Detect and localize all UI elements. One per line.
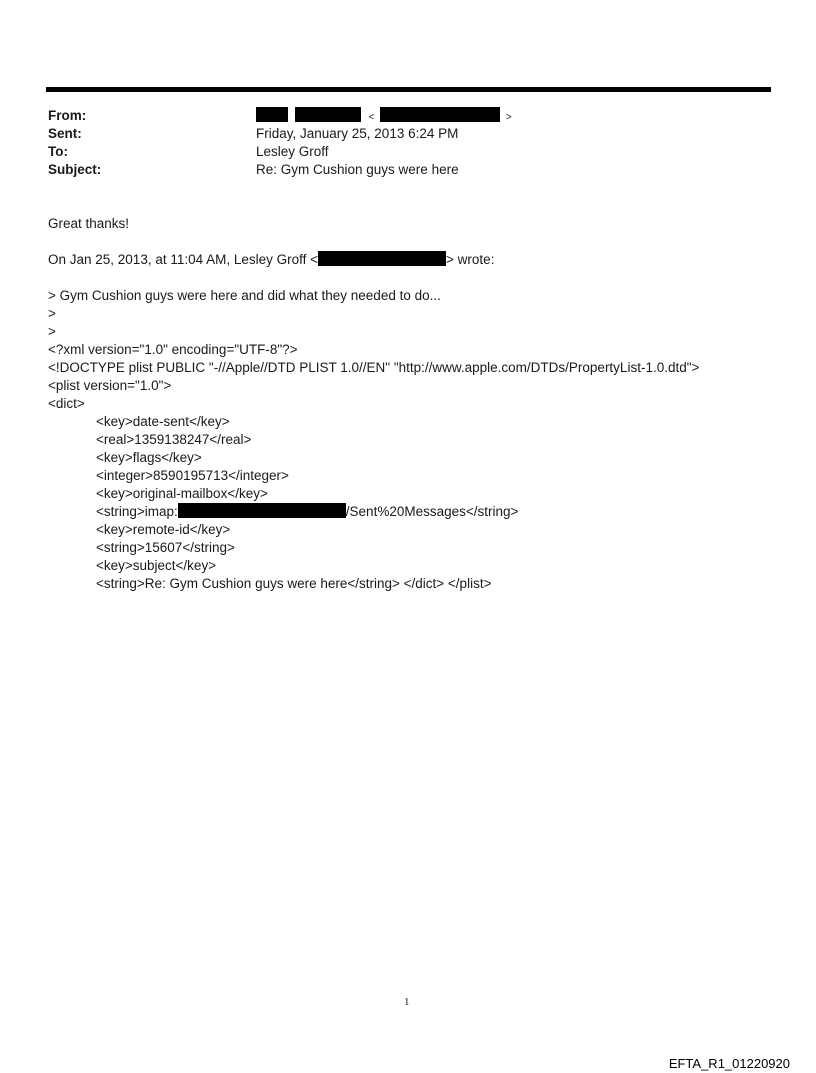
xml-line: <?xml version="1.0" encoding="UTF-8"?> — [48, 342, 298, 357]
xml-line: <integer>8590195713</integer> — [96, 468, 289, 483]
page-number: 1 — [404, 996, 410, 1008]
xml-line: <key>subject</key> — [96, 558, 217, 573]
quoted-line: > — [48, 324, 56, 339]
quoted-line: > Gym Cushion guys were here and did what they needed to do... — [48, 288, 441, 303]
xml-line: <string>15607</string> — [96, 540, 235, 555]
redaction-box — [256, 107, 288, 122]
redaction-box — [178, 503, 346, 518]
from-close-bracket: > — [505, 112, 512, 123]
to-value: Lesley Groff — [256, 144, 329, 159]
redaction-box — [318, 251, 446, 266]
header-rule — [46, 87, 771, 92]
redaction-box — [380, 107, 500, 122]
xml-line: <string>Re: Gym Cushion guys were here</string> </dict> </plist> — [96, 576, 492, 591]
from-open-bracket: < — [368, 112, 375, 123]
xml-line: <plist version="1.0"> — [48, 378, 172, 393]
attribution-text-end: > wrote: — [446, 252, 495, 267]
xml-line: <real>1359138247</real> — [96, 432, 252, 447]
to-label: To: — [48, 144, 68, 159]
sent-label: Sent: — [48, 126, 82, 141]
xml-line: <key>date-sent</key> — [96, 414, 230, 429]
xml-line: <dict> — [48, 396, 85, 411]
xml-text-end: /Sent%20Messages</string> — [345, 504, 519, 519]
subject-label: Subject: — [48, 162, 102, 177]
xml-line: <key>flags</key> — [96, 450, 202, 465]
quoted-line: > — [48, 306, 56, 321]
xml-line: <key>remote-id</key> — [96, 522, 231, 537]
from-label: From: — [48, 108, 87, 123]
reply-attribution — [48, 251, 699, 269]
attribution-text: On Jan 25, 2013, at 11:04 AM, Lesley Groff < — [48, 252, 319, 267]
body-line: Great thanks! — [48, 216, 130, 231]
email-body — [48, 215, 699, 593]
xml-line: <!DOCTYPE plist PUBLIC "-//Apple//DTD PLIST 1.0//EN" "http://www.apple.com/DTDs/PropertyList-1.0.dtd"> — [48, 360, 700, 375]
redaction-box — [295, 107, 361, 122]
bates-number: EFTA_R1_01220920 — [668, 1056, 790, 1071]
subject-value: Re: Gym Cushion guys were here — [256, 162, 459, 177]
xml-line — [48, 503, 699, 521]
xml-text: <string>imap: — [96, 504, 178, 519]
xml-line: <key>original-mailbox</key> — [96, 486, 268, 501]
from-value — [256, 107, 512, 127]
sent-value: Friday, January 25, 2013 6:24 PM — [256, 126, 459, 141]
